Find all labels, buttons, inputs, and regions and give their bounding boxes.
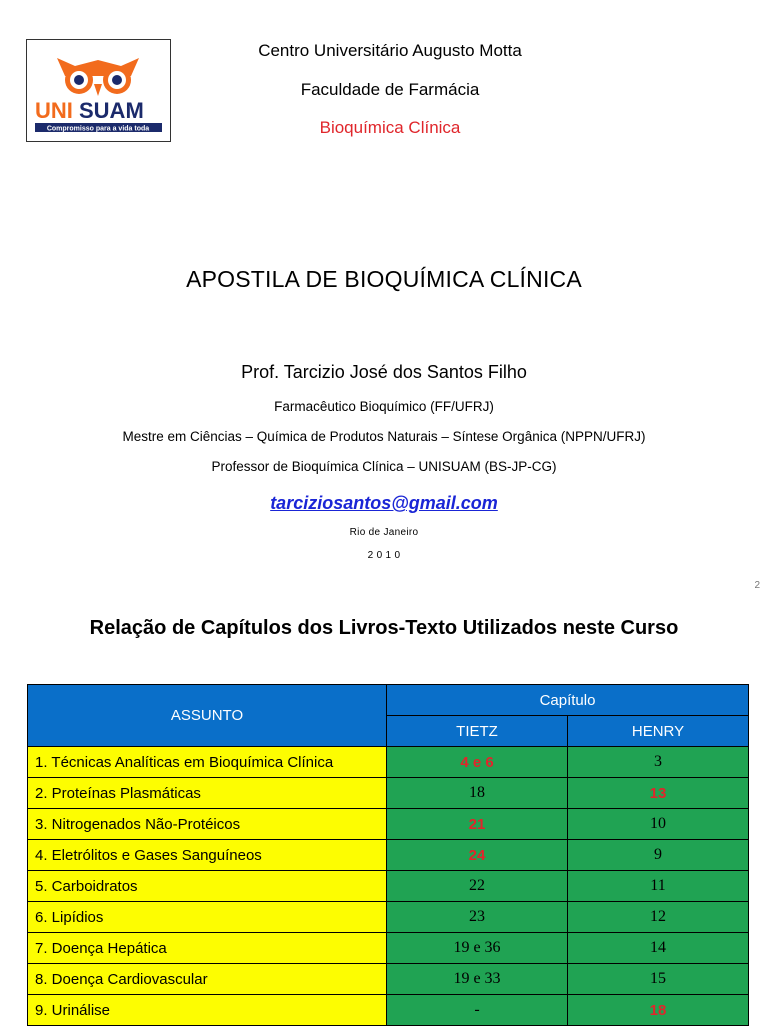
tietz-cell: 19 e 36: [387, 933, 568, 964]
faculty-name: Faculdade de Farmácia: [300, 80, 480, 99]
author-credential-3: Professor de Bioquímica Clínica – UNISUAM (BS-JP-CG): [211, 459, 557, 474]
course-name: Bioquímica Clínica: [319, 118, 461, 137]
henry-cell: 15: [568, 964, 749, 995]
henry-cell: 13: [568, 778, 749, 809]
tietz-cell: 22: [387, 871, 568, 902]
henry-cell: 14: [568, 933, 749, 964]
tietz-cell: 4 e 6: [387, 747, 568, 778]
table-row: [28, 840, 749, 871]
tietz-cell: 24: [387, 840, 568, 871]
institution-name: Centro Universitário Augusto Motta: [258, 41, 522, 60]
table-row: [28, 995, 749, 1026]
logo-uni-text: UNI: [35, 98, 73, 123]
henry-cell: 18: [568, 995, 749, 1026]
subject-cell: 5. Carboidratos: [28, 871, 387, 902]
subject-cell: 7. Doença Hepática: [28, 933, 387, 964]
place-text: Rio de Janeiro: [349, 527, 419, 538]
table-row: [28, 902, 749, 933]
author-credential-1: Farmacêutico Bioquímico (FF/UFRJ): [274, 399, 494, 414]
table-row: [28, 809, 749, 840]
tietz-cell: 21: [387, 809, 568, 840]
subject-cell: 3. Nitrogenados Não-Protéicos: [28, 809, 387, 840]
henry-cell: 10: [568, 809, 749, 840]
header-tietz: TIETZ: [387, 716, 568, 747]
henry-cell: 9: [568, 840, 749, 871]
subject-cell: 6. Lipídios: [28, 902, 387, 933]
author-name: Prof. Tarcizio José dos Santos Filho: [241, 362, 527, 382]
tietz-cell: 18: [387, 778, 568, 809]
author-credential-2: Mestre em Ciências – Química de Produtos Naturais – Síntese Orgânica (NPPN/UFRJ): [122, 429, 646, 444]
logo-tagline: Compromisso para a vida toda: [46, 125, 150, 133]
table-row: [28, 933, 749, 964]
document-title: APOSTILA DE BIOQUÍMICA CLÍNICA: [186, 266, 582, 292]
author-email-link[interactable]: tarciziosantos@gmail.com: [270, 493, 498, 513]
table-row: [28, 871, 749, 902]
subject-cell: 4. Eletrólitos e Gases Sanguíneos: [28, 840, 387, 871]
chapters-table: [27, 684, 749, 1026]
subject-cell: 1. Técnicas Analíticas em Bioquímica Clínica: [28, 747, 387, 778]
header-subject: ASSUNTO: [28, 685, 387, 747]
subject-cell: 8. Doença Cardiovascular: [28, 964, 387, 995]
subject-cell: 2. Proteínas Plasmáticas: [28, 778, 387, 809]
tietz-cell: -: [387, 995, 568, 1026]
section-title: Relação de Capítulos dos Livros-Texto Utilizados neste Curso: [89, 617, 679, 639]
logo-suam-text: SUAM: [79, 98, 144, 123]
tietz-cell: 19 e 33: [387, 964, 568, 995]
table-row: [28, 778, 749, 809]
unisuam-logo: [26, 39, 171, 142]
owl-logo-icon: [27, 40, 170, 141]
henry-cell: 12: [568, 902, 749, 933]
year-text: 2 0 1 0: [367, 550, 401, 561]
henry-cell: 11: [568, 871, 749, 902]
header-henry: HENRY: [568, 716, 749, 747]
header-chapter: Capítulo: [387, 685, 749, 716]
table-row: [28, 747, 749, 778]
page-number: 2: [754, 580, 760, 591]
henry-cell: 3: [568, 747, 749, 778]
table-row: [28, 964, 749, 995]
subject-cell: 9. Urinálise: [28, 995, 387, 1026]
tietz-cell: 23: [387, 902, 568, 933]
